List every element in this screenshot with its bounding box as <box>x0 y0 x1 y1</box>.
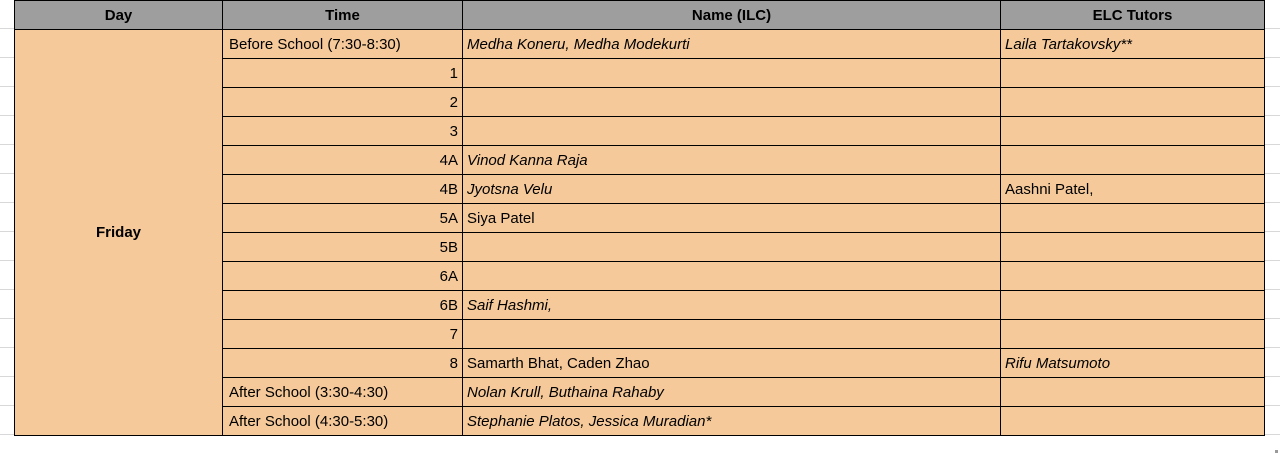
name-cell[interactable] <box>463 59 1001 88</box>
column-header-name: Name (ILC) <box>463 1 1001 30</box>
name-cell[interactable] <box>463 117 1001 146</box>
name-cell[interactable] <box>463 262 1001 291</box>
name-cell[interactable]: Stephanie Platos, Jessica Muradian* <box>463 407 1001 436</box>
table-body <box>15 30 1265 436</box>
time-cell[interactable]: 7 <box>223 320 463 349</box>
tutors-cell[interactable] <box>1001 117 1265 146</box>
corner-artifact <box>1275 450 1278 453</box>
name-cell[interactable]: Samarth Bhat, Caden Zhao <box>463 349 1001 378</box>
time-cell[interactable]: 1 <box>223 59 463 88</box>
tutors-cell[interactable] <box>1001 407 1265 436</box>
time-cell[interactable]: 3 <box>223 117 463 146</box>
time-cell[interactable]: 4B <box>223 175 463 204</box>
name-cell[interactable] <box>463 233 1001 262</box>
tutors-cell[interactable]: Aashni Patel, <box>1001 175 1265 204</box>
tutors-cell[interactable] <box>1001 262 1265 291</box>
time-cell[interactable]: 5A <box>223 204 463 233</box>
tutors-cell[interactable] <box>1001 233 1265 262</box>
tutors-cell[interactable] <box>1001 59 1265 88</box>
time-cell[interactable]: 8 <box>223 349 463 378</box>
name-cell[interactable]: Jyotsna Velu <box>463 175 1001 204</box>
tutors-cell[interactable] <box>1001 378 1265 407</box>
tutoring-schedule-table <box>14 0 1265 436</box>
time-cell[interactable]: 2 <box>223 88 463 117</box>
tutors-cell[interactable]: Laila Tartakovsky** <box>1001 30 1265 59</box>
tutors-cell[interactable]: Rifu Matsumoto <box>1001 349 1265 378</box>
column-header-day: Day <box>15 1 223 30</box>
time-cell[interactable]: 6B <box>223 291 463 320</box>
table-row <box>15 30 1265 59</box>
time-cell[interactable]: 6A <box>223 262 463 291</box>
time-cell[interactable]: After School (3:30-4:30) <box>223 378 463 407</box>
day-cell[interactable]: Friday <box>15 30 223 436</box>
column-header-time: Time <box>223 1 463 30</box>
time-cell[interactable]: After School (4:30-5:30) <box>223 407 463 436</box>
time-cell[interactable]: 4A <box>223 146 463 175</box>
table-header <box>15 1 1265 30</box>
name-cell[interactable]: Saif Hashmi, <box>463 291 1001 320</box>
name-cell[interactable]: Siya Patel <box>463 204 1001 233</box>
time-cell[interactable]: 5B <box>223 233 463 262</box>
tutors-cell[interactable] <box>1001 291 1265 320</box>
name-cell[interactable]: Medha Koneru, Medha Modekurti <box>463 30 1001 59</box>
time-cell[interactable]: Before School (7:30-8:30) <box>223 30 463 59</box>
table-header-row <box>15 1 1265 30</box>
tutors-cell[interactable] <box>1001 146 1265 175</box>
name-cell[interactable] <box>463 320 1001 349</box>
name-cell[interactable]: Nolan Krull, Buthaina Rahaby <box>463 378 1001 407</box>
tutors-cell[interactable] <box>1001 320 1265 349</box>
tutors-cell[interactable] <box>1001 88 1265 117</box>
name-cell[interactable] <box>463 88 1001 117</box>
column-header-tutors: ELC Tutors <box>1001 1 1265 30</box>
tutors-cell[interactable] <box>1001 204 1265 233</box>
name-cell[interactable]: Vinod Kanna Raja <box>463 146 1001 175</box>
